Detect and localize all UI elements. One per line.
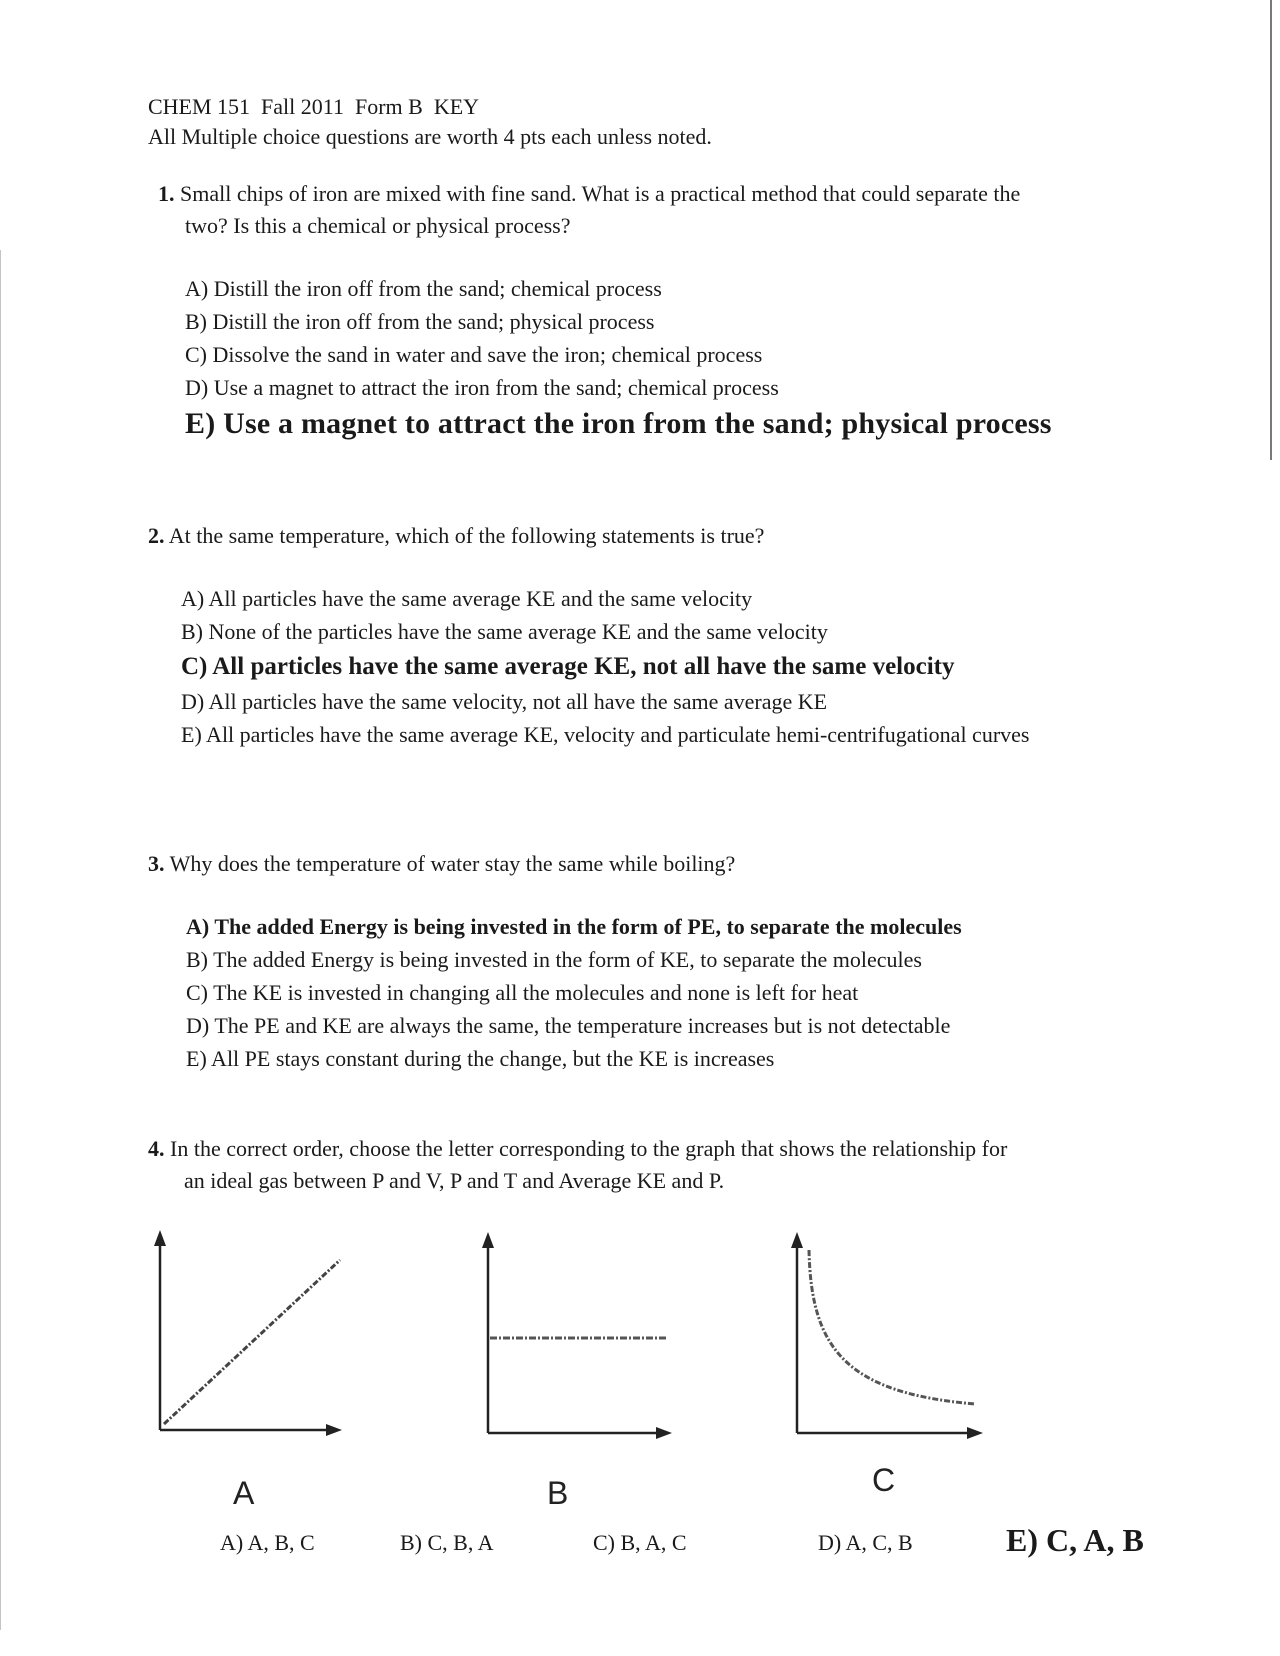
graph-a-y-arrow bbox=[154, 1230, 166, 1246]
question-4-choice-c: C) B, A, C bbox=[593, 1530, 687, 1555]
exam-note: All Multiple choice questions are worth 4 pts each unless noted. bbox=[148, 124, 712, 149]
question-2-choice-e: E) All particles have the same average KE, velocity and particulate hemi-centrifugational curves bbox=[181, 722, 1030, 747]
question-4-choice-a: A) A, B, C bbox=[220, 1530, 315, 1555]
question-4-line-2: an ideal gas between P and V, P and T and Average KE and P. bbox=[184, 1168, 725, 1193]
question-4-choice-d: D) A, C, B bbox=[818, 1530, 913, 1555]
question-3-choice-b: B) The added Energy is being invested in the form of KE, to separate the molecules bbox=[186, 947, 922, 972]
question-3-choice-d: D) The PE and KE are always the same, the temperature increases but is not detectable bbox=[186, 1013, 951, 1038]
question-1 bbox=[158, 178, 1158, 444]
graph-c-y-arrow bbox=[791, 1232, 803, 1248]
question-3-text: Why does the temperature of water stay the same while boiling? bbox=[169, 851, 736, 876]
question-2-choice-d: D) All particles have the same velocity, not all have the same average KE bbox=[181, 689, 828, 714]
question-2 bbox=[148, 520, 1148, 751]
graph-a-label: A bbox=[233, 1475, 255, 1511]
graph-b bbox=[474, 1228, 684, 1448]
scan-edge-right bbox=[1270, 0, 1272, 460]
graph-c-x-arrow bbox=[967, 1427, 983, 1439]
question-1-number: 1. bbox=[158, 181, 175, 206]
question-3-choice-c: C) The KE is invested in changing all the molecules and none is left for heat bbox=[186, 980, 859, 1005]
graph-b-y-arrow bbox=[482, 1232, 494, 1248]
question-3-line-1 bbox=[148, 848, 1148, 880]
question-1-text: Small chips of iron are mixed with fine sand. What is a practical method that could separate the bbox=[180, 181, 1021, 206]
exam-title: CHEM 151 Fall 2011 Form B KEY bbox=[148, 94, 480, 119]
question-3-number: 3. bbox=[148, 851, 165, 876]
question-1-choice-e-correct: E) Use a magnet to attract the iron from the sand; physical process bbox=[185, 407, 1052, 440]
question-1-choice-b: B) Distill the iron off from the sand; physical process bbox=[185, 309, 655, 334]
question-4-choice-e-correct: E) C, A, B bbox=[1006, 1522, 1144, 1558]
question-1-choice-a: A) Distill the iron off from the sand; chemical process bbox=[185, 276, 662, 301]
exam-header bbox=[148, 92, 712, 152]
question-2-line-1 bbox=[148, 520, 1148, 552]
question-4 bbox=[148, 1133, 1148, 1197]
graph-b-label: B bbox=[547, 1475, 569, 1511]
question-4-line-1 bbox=[148, 1133, 1148, 1165]
question-2-choices bbox=[181, 582, 1148, 751]
question-3-choice-a-correct: A) The added Energy is being invested in the form of PE, to separate the molecules bbox=[186, 914, 962, 939]
question-1-choices bbox=[185, 272, 1158, 444]
question-4-number: 4. bbox=[148, 1136, 165, 1161]
question-1-choice-c: C) Dissolve the sand in water and save the iron; chemical process bbox=[185, 342, 763, 367]
scan-edge-left bbox=[0, 250, 1, 1630]
question-3-choices bbox=[186, 910, 1148, 1075]
question-2-choice-c-correct: C) All particles have the same average KE, not all have the same velocity bbox=[181, 653, 955, 680]
question-4-text: In the correct order, choose the letter corresponding to the graph that shows the relationship for bbox=[170, 1136, 1008, 1161]
question-2-choice-b: B) None of the particles have the same average KE and the same velocity bbox=[181, 619, 828, 644]
question-3 bbox=[148, 848, 1148, 1075]
graph-c-label: C bbox=[872, 1462, 896, 1498]
question-2-choice-a: A) All particles have the same average KE and the same velocity bbox=[181, 586, 753, 611]
graph-a-curve bbox=[164, 1260, 340, 1424]
question-2-text: At the same temperature, which of the following statements is true? bbox=[168, 523, 765, 548]
question-1-choice-d: D) Use a magnet to attract the iron from the sand; chemical process bbox=[185, 375, 779, 400]
graph-a-x-arrow bbox=[326, 1424, 342, 1436]
question-2-number: 2. bbox=[148, 523, 165, 548]
graph-a bbox=[148, 1228, 348, 1448]
question-1-line-1 bbox=[158, 178, 1158, 210]
question-1-line-2: two? Is this a chemical or physical process? bbox=[185, 213, 571, 238]
graph-c-curve bbox=[809, 1250, 975, 1404]
question-3-choice-e: E) All PE stays constant during the change, but the KE is increases bbox=[186, 1046, 775, 1071]
question-4-choice-b: B) C, B, A bbox=[400, 1530, 494, 1555]
graph-b-x-arrow bbox=[656, 1427, 672, 1439]
graph-c bbox=[785, 1228, 995, 1448]
